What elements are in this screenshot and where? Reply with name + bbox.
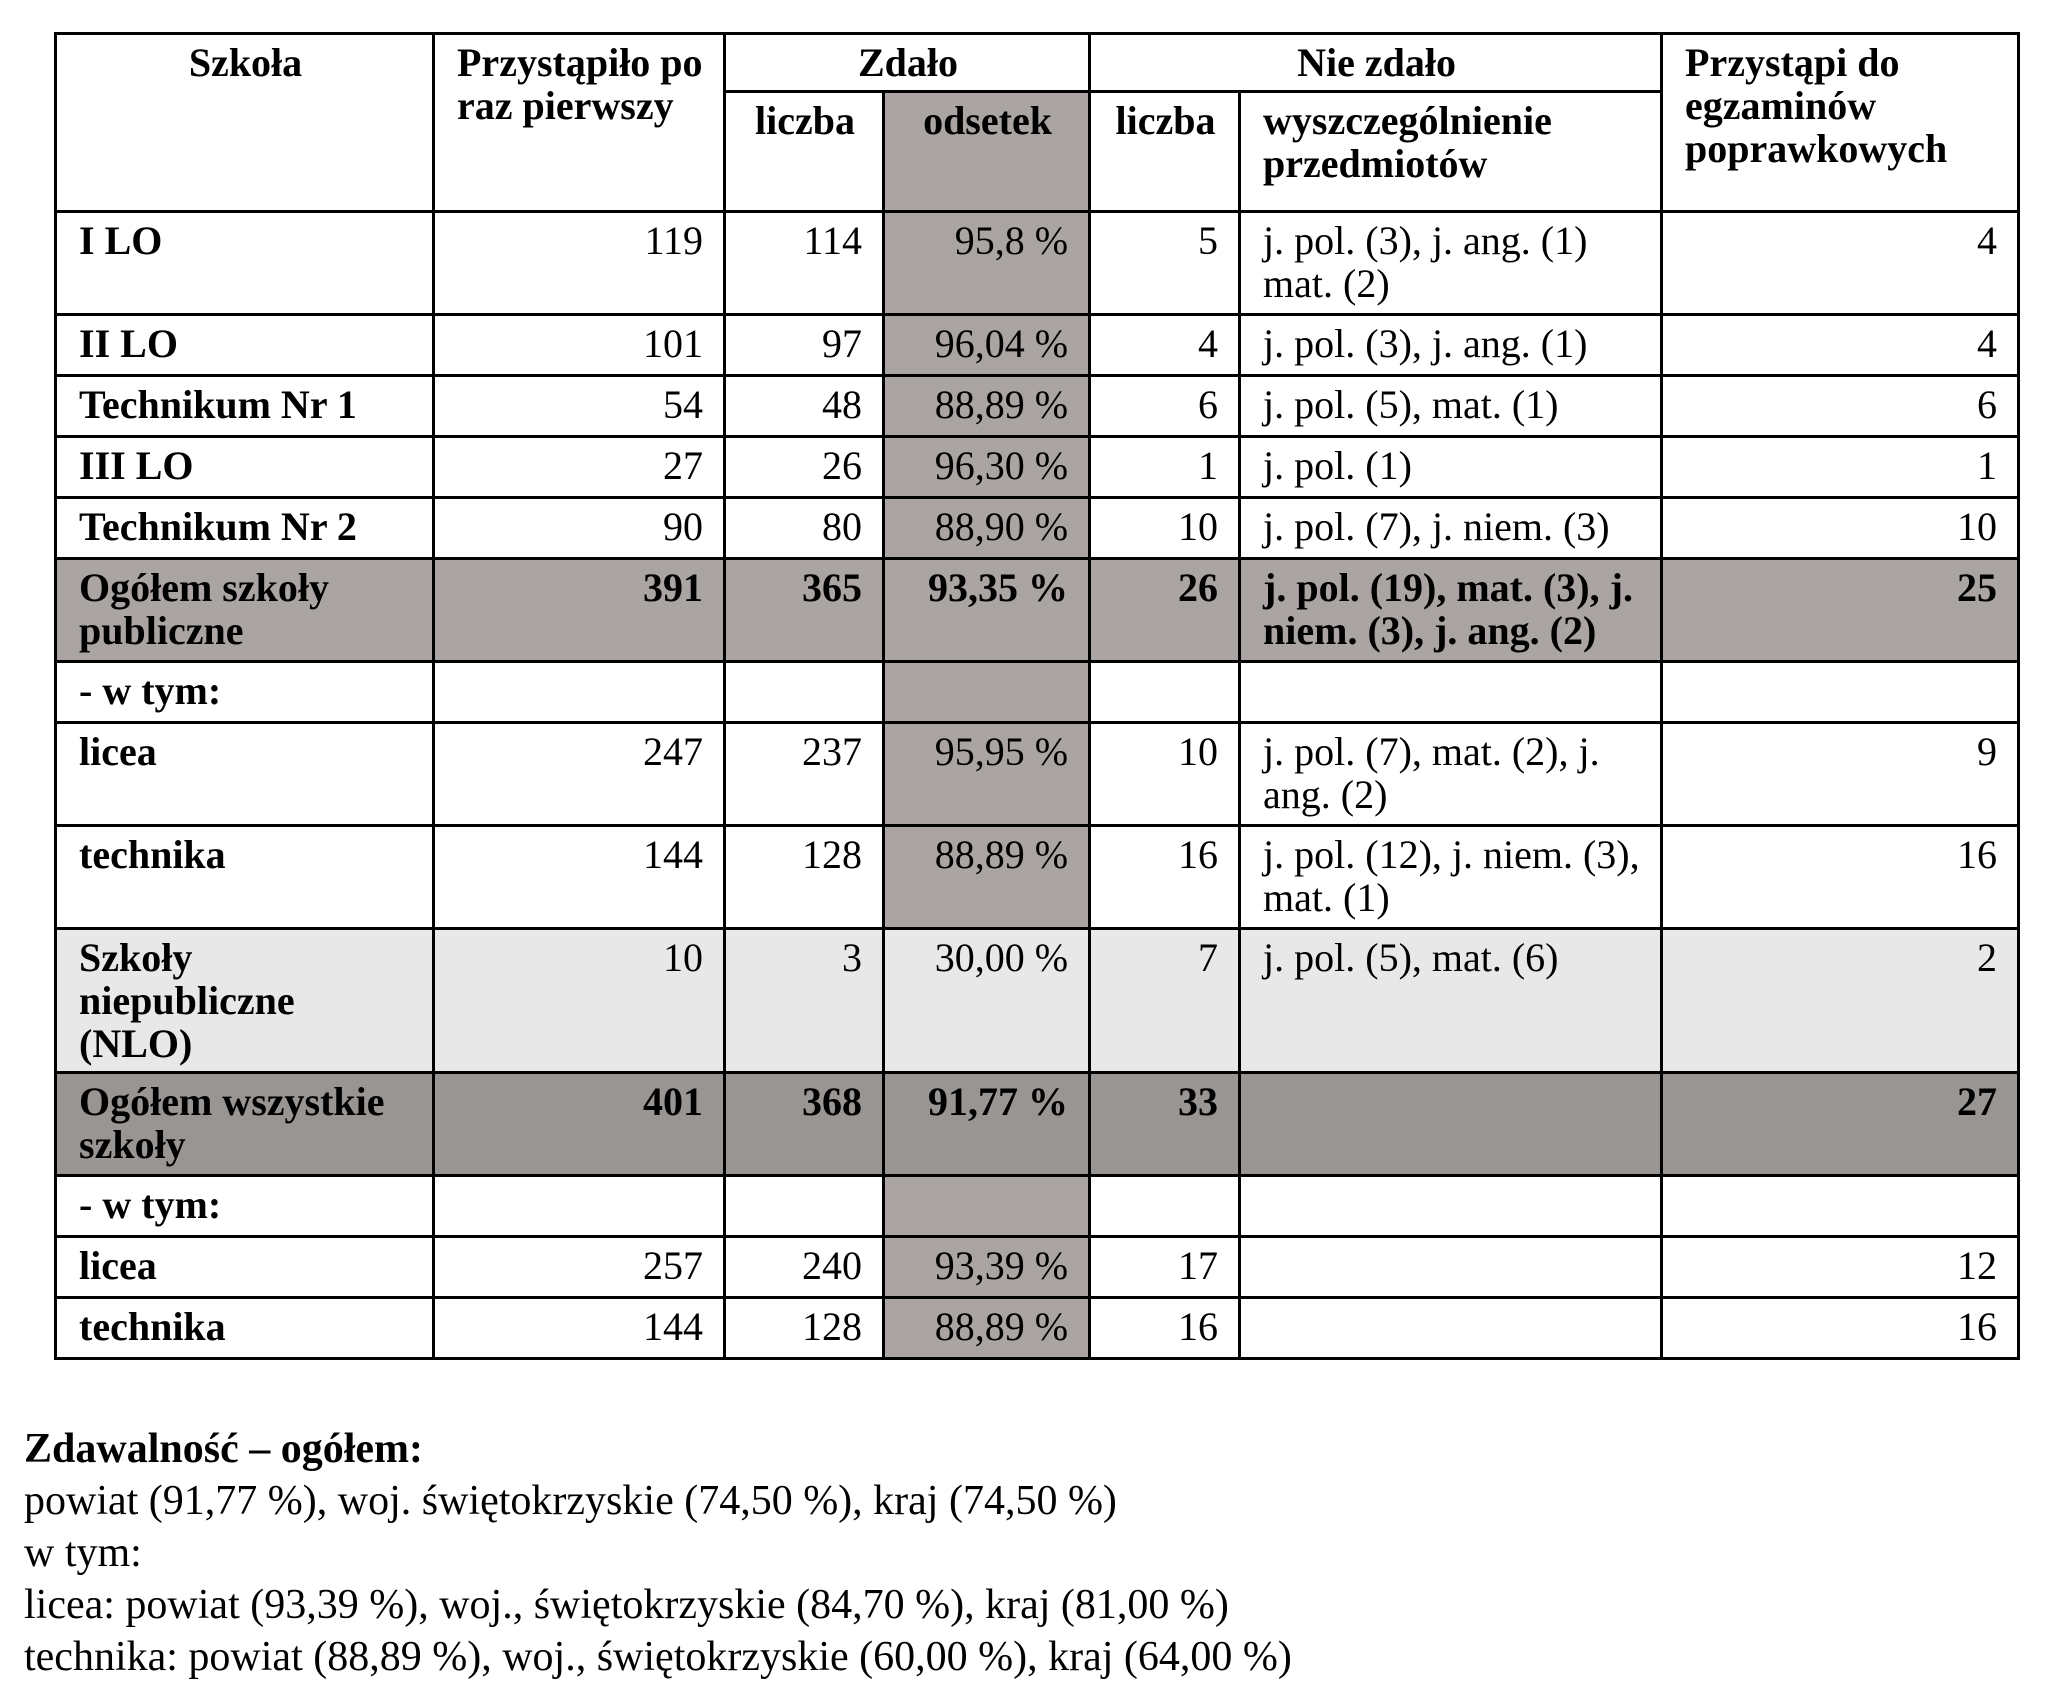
table-row — [56, 826, 2019, 929]
failed-value: 16 — [1090, 826, 1240, 929]
failed-value: 26 — [1090, 559, 1240, 662]
passed-value: 128 — [725, 1298, 884, 1359]
table-row — [56, 662, 2019, 723]
header-attempted: Przystąpiło po raz pierwszy — [434, 34, 725, 212]
failed-subjects — [1240, 1298, 1662, 1359]
header-failed-subjects: wyszczególnienie przedmiotów — [1240, 92, 1662, 212]
school-name: Szkoły niepubliczne (NLO) — [56, 929, 434, 1073]
summary-title: Zdawalność – ogółem: — [24, 1426, 423, 1472]
retake-value — [1662, 1176, 2019, 1237]
failed-subjects: j. pol. (7), j. niem. (3) — [1240, 498, 1662, 559]
table-row — [56, 376, 2019, 437]
percent-value: 88,89 % — [884, 1298, 1090, 1359]
summary-line-technika: technika: powiat (88,89 %), woj., świętokrzyskie (60,00 %), kraj (64,00 %) — [24, 1634, 1292, 1680]
percent-value — [884, 662, 1090, 723]
percent-value: 96,04 % — [884, 315, 1090, 376]
retake-value: 4 — [1662, 212, 2019, 315]
table-row — [56, 1298, 2019, 1359]
percent-value: 95,8 % — [884, 212, 1090, 315]
failed-subjects — [1240, 662, 1662, 723]
table-row — [56, 1176, 2019, 1237]
failed-value: 5 — [1090, 212, 1240, 315]
failed-value: 4 — [1090, 315, 1240, 376]
table-row — [56, 1237, 2019, 1298]
passed-value: 368 — [725, 1073, 884, 1176]
header-failed: Nie zdało — [1090, 34, 1662, 92]
header-failed-count: liczba — [1090, 92, 1240, 212]
school-name: III LO — [56, 437, 434, 498]
passed-value: 97 — [725, 315, 884, 376]
exam-results-table — [54, 32, 2020, 1360]
school-name: technika — [56, 1298, 434, 1359]
school-name: Ogółem szkoły publiczne — [56, 559, 434, 662]
failed-subjects: j. pol. (7), mat. (2), j. ang. (2) — [1240, 723, 1662, 826]
failed-value: 6 — [1090, 376, 1240, 437]
attempted-value: 54 — [434, 376, 725, 437]
table-row — [56, 315, 2019, 376]
retake-value: 1 — [1662, 437, 2019, 498]
failed-value: 1 — [1090, 437, 1240, 498]
school-name: technika — [56, 826, 434, 929]
percent-value: 93,39 % — [884, 1237, 1090, 1298]
failed-subjects: j. pol. (1) — [1240, 437, 1662, 498]
summary-line-including: w tym: — [24, 1530, 142, 1576]
passed-value: 3 — [725, 929, 884, 1073]
passed-value: 365 — [725, 559, 884, 662]
attempted-value: 247 — [434, 723, 725, 826]
failed-value: 16 — [1090, 1298, 1240, 1359]
percent-value: 91,77 % — [884, 1073, 1090, 1176]
percent-value: 96,30 % — [884, 437, 1090, 498]
table-row — [56, 498, 2019, 559]
retake-value: 10 — [1662, 498, 2019, 559]
failed-subjects: j. pol. (3), j. ang. (1) mat. (2) — [1240, 212, 1662, 315]
failed-value: 17 — [1090, 1237, 1240, 1298]
table-row — [56, 723, 2019, 826]
header-row-top — [56, 34, 2019, 92]
percent-value — [884, 1176, 1090, 1237]
passed-value: 48 — [725, 376, 884, 437]
pass-rate-summary — [24, 1423, 2024, 1683]
retake-value: 12 — [1662, 1237, 2019, 1298]
table-row — [56, 437, 2019, 498]
failed-value: 10 — [1090, 498, 1240, 559]
percent-value: 93,35 % — [884, 559, 1090, 662]
nonpublic-row — [56, 929, 2019, 1073]
passed-value — [725, 1176, 884, 1237]
table-row — [56, 212, 2019, 315]
header-school: Szkoła — [56, 34, 434, 212]
school-name: licea — [56, 723, 434, 826]
failed-value: 33 — [1090, 1073, 1240, 1176]
failed-subjects — [1240, 1176, 1662, 1237]
failed-value: 7 — [1090, 929, 1240, 1073]
passed-value: 26 — [725, 437, 884, 498]
passed-value — [725, 662, 884, 723]
passed-value: 237 — [725, 723, 884, 826]
all-total-row — [56, 1073, 2019, 1176]
failed-value — [1090, 662, 1240, 723]
attempted-value — [434, 662, 725, 723]
percent-value: 88,89 % — [884, 826, 1090, 929]
percent-value: 88,90 % — [884, 498, 1090, 559]
passed-value: 114 — [725, 212, 884, 315]
passed-value: 240 — [725, 1237, 884, 1298]
passed-value: 128 — [725, 826, 884, 929]
school-name: Ogółem wszystkie szkoły — [56, 1073, 434, 1176]
retake-value: 6 — [1662, 376, 2019, 437]
attempted-value: 101 — [434, 315, 725, 376]
attempted-value: 90 — [434, 498, 725, 559]
failed-subjects — [1240, 1073, 1662, 1176]
header-passed: Zdało — [725, 34, 1090, 92]
school-name: - w tym: — [56, 1176, 434, 1237]
summary-line-total: powiat (91,77 %), woj. świętokrzyskie (74,50 %), kraj (74,50 %) — [24, 1478, 1117, 1524]
failed-value — [1090, 1176, 1240, 1237]
school-name: I LO — [56, 212, 434, 315]
failed-subjects: j. pol. (12), j. niem. (3), mat. (1) — [1240, 826, 1662, 929]
attempted-value: 27 — [434, 437, 725, 498]
percent-value: 30,00 % — [884, 929, 1090, 1073]
attempted-value: 144 — [434, 826, 725, 929]
attempted-value: 257 — [434, 1237, 725, 1298]
attempted-value: 10 — [434, 929, 725, 1073]
passed-value: 80 — [725, 498, 884, 559]
retake-value: 16 — [1662, 826, 2019, 929]
summary-line-licea: licea: powiat (93,39 %), woj., świętokrzyskie (84,70 %), kraj (81,00 %) — [24, 1582, 1229, 1628]
school-name: Technikum Nr 1 — [56, 376, 434, 437]
failed-subjects: j. pol. (3), j. ang. (1) — [1240, 315, 1662, 376]
attempted-value: 391 — [434, 559, 725, 662]
failed-subjects: j. pol. (19), mat. (3), j. niem. (3), j. ang. (2) — [1240, 559, 1662, 662]
failed-subjects: j. pol. (5), mat. (6) — [1240, 929, 1662, 1073]
percent-value: 88,89 % — [884, 376, 1090, 437]
retake-value: 16 — [1662, 1298, 2019, 1359]
attempted-value: 119 — [434, 212, 725, 315]
attempted-value — [434, 1176, 725, 1237]
retake-value: 9 — [1662, 723, 2019, 826]
failed-subjects — [1240, 1237, 1662, 1298]
failed-value: 10 — [1090, 723, 1240, 826]
attempted-value: 144 — [434, 1298, 725, 1359]
retake-value: 2 — [1662, 929, 2019, 1073]
school-name: licea — [56, 1237, 434, 1298]
school-name: II LO — [56, 315, 434, 376]
retake-value: 27 — [1662, 1073, 2019, 1176]
retake-value: 4 — [1662, 315, 2019, 376]
failed-subjects: j. pol. (5), mat. (1) — [1240, 376, 1662, 437]
attempted-value: 401 — [434, 1073, 725, 1176]
public-total-row — [56, 559, 2019, 662]
retake-value — [1662, 662, 2019, 723]
header-passed-count: liczba — [725, 92, 884, 212]
school-name: - w tym: — [56, 662, 434, 723]
retake-value: 25 — [1662, 559, 2019, 662]
school-name: Technikum Nr 2 — [56, 498, 434, 559]
percent-value: 95,95 % — [884, 723, 1090, 826]
header-retake: Przystąpi do egzaminów poprawkowych — [1662, 34, 2019, 212]
header-passed-percent: odsetek — [884, 92, 1090, 212]
